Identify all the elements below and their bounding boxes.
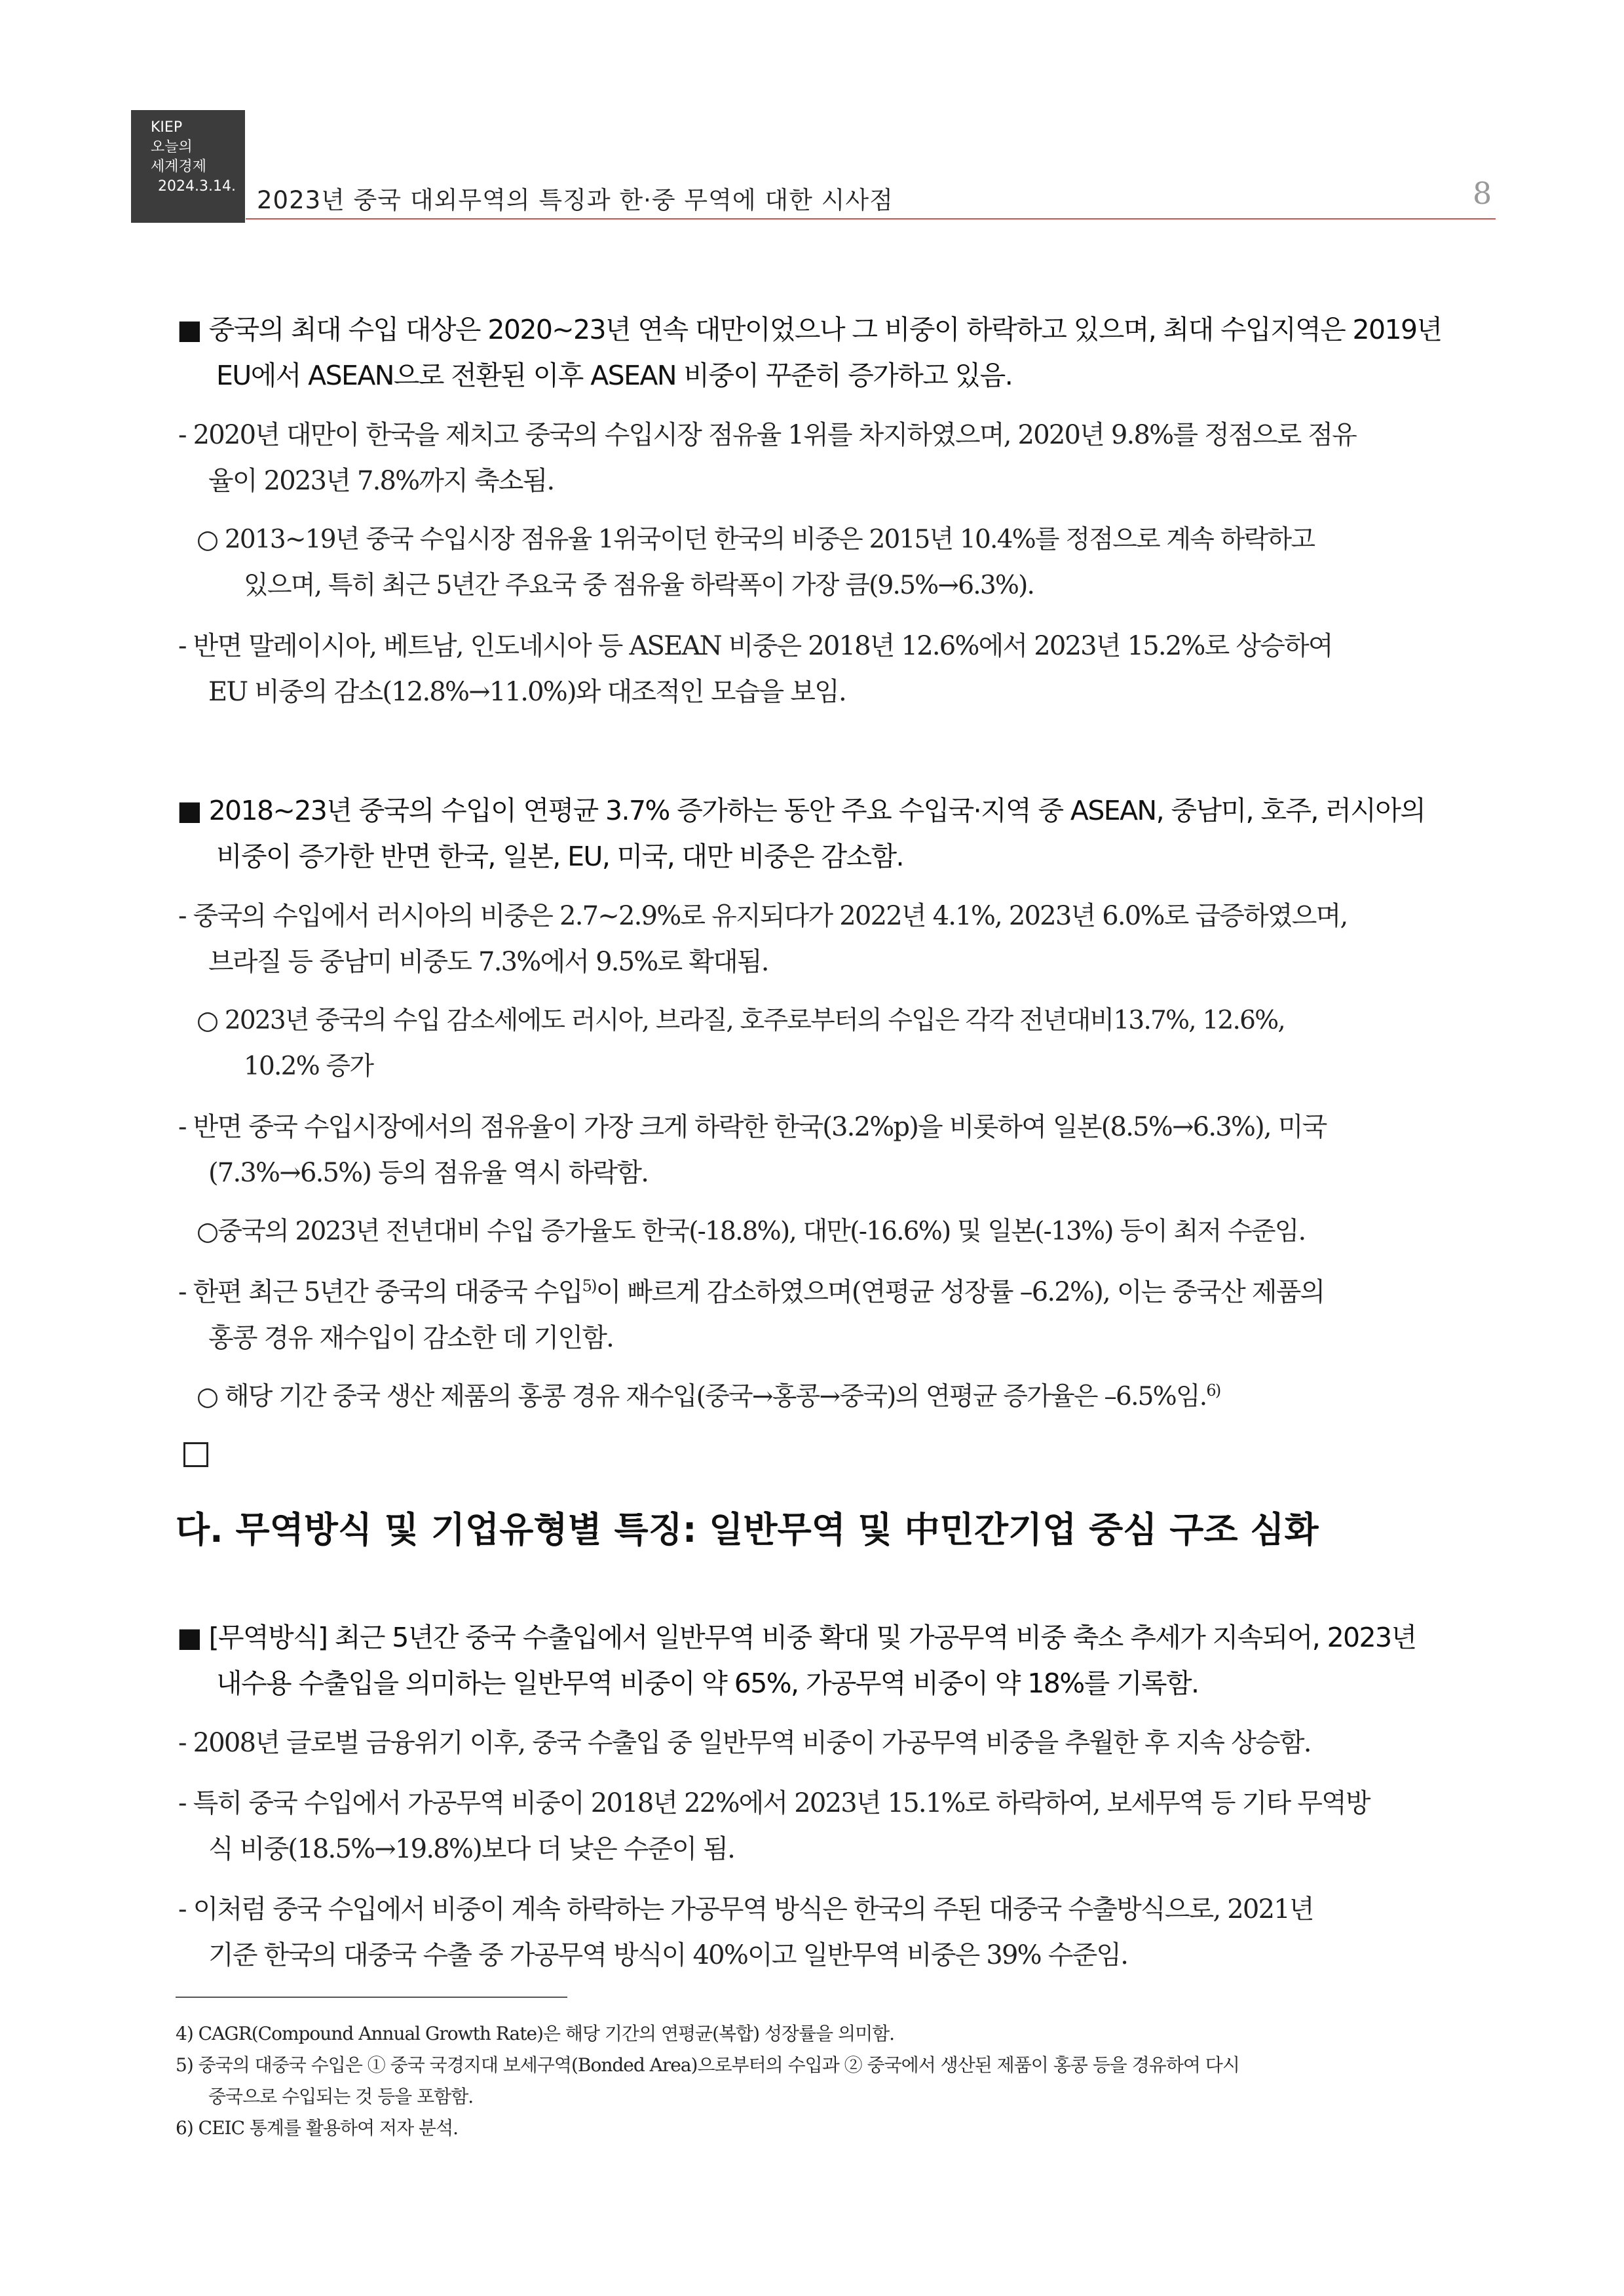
sub-item-4-line-1	[197, 1376, 1220, 1413]
footnote-divider	[176, 1997, 567, 1998]
dash-item-2-line-2: EU 비중의 감소(12.8%→11.0%)와 대조적인 모습을 보임.	[208, 677, 846, 707]
issue-date: 2024.3.14.	[158, 178, 236, 195]
sub-item-2-line-1: ○ 2023년 중국의 수입 감소세에도 러시아, 브라질, 호주로부터의 수입은 각각 전년대비13.7%, 12.6%,	[197, 1006, 1285, 1035]
sub-item-1-line-1: ○ 2013~19년 중국 수입시장 점유율 1위국이던 한국의 비중은 2015년 10.4%를 정점으로 계속 하락하고	[197, 525, 1315, 554]
header-divider	[246, 218, 1496, 220]
sub-item-3-line-1: ○중국의 2023년 전년대비 수입 증가율도 한국(-18.8%), 대만(-16.6%) 및 일본(-13%) 등이 최저 수준임.	[197, 1217, 1306, 1246]
dash-item-7-line-2: 식 비중(18.5%→19.8%)보다 더 낮은 수준이 됨.	[208, 1834, 735, 1864]
dash-item-3-line-2: 브라질 등 중남미 비중도 7.3%에서 9.5%로 확대됨.	[208, 947, 768, 977]
sub-item-4-text: ○ 해당 기간 중국 생산 제품의 홍콩 경유 재수입(중국→홍콩→중국)의 연평균 증가율은 –6.5%임.	[197, 1382, 1207, 1411]
footnote-ref-6[interactable]: 6)	[1206, 1381, 1220, 1400]
section-heading: 다. 무역방식 및 기업유형별 특징: 일반무역 및 中민간기업 중심 구조 심화	[176, 1509, 1319, 1550]
footnote-ref-5[interactable]: 5)	[582, 1276, 596, 1295]
dash-item-5-line-1	[178, 1271, 1324, 1309]
bullet-3-line-1: ■ [무역방식] 최근 5년간 중국 수출입에서 일반무역 비중 확대 및 가공무역 비중 축소 추세가 지속되어, 2023년	[177, 1622, 1416, 1653]
bullet-2-line-2: 비중이 증가한 반면 한국, 일본, EU, 미국, 대만 비중은 감소함.	[216, 841, 903, 872]
dash-item-8-line-1: - 이처럼 중국 수입에서 비중이 계속 하락하는 가공무역 방식은 한국의 주된 대중국 수출방식으로, 2021년	[178, 1894, 1313, 1924]
sub-item-2-line-2: 10.2% 증가	[244, 1052, 373, 1081]
dash-item-2-line-1: - 반면 말레이시아, 베트남, 인도네시아 등 ASEAN 비중은 2018년 12.6%에서 2023년 15.2%로 상승하여	[178, 631, 1332, 661]
dash-item-5-text-b: 이 빠르게 감소하였으며(연평균 성장률 –6.2%), 이는 중국산 제품의	[595, 1277, 1325, 1307]
series-label-1: 오늘의	[151, 139, 193, 155]
dash-item-7-line-1: - 특히 중국 수입에서 가공무역 비중이 2018년 22%에서 2023년 15.1%로 하락하여, 보세무역 등 기타 무역방	[178, 1788, 1370, 1818]
footnote-6: 6) CEIC 통계를 활용하여 저자 분석.	[176, 2117, 459, 2139]
empty-checkbox-glyph	[183, 1442, 208, 1467]
footnote-5-line-1: 5) 중국의 대중국 수입은 ① 중국 국경지대 보세구역(Bonded Area)으로부터의 수입과 ② 중국에서 생산된 제품이 홍콩 등을 경유하여 다시	[176, 2054, 1239, 2076]
org-label: KIEP	[151, 119, 183, 136]
footnote-4: 4) CAGR(Compound Annual Growth Rate)은 해당 기간의 연평균(복합) 성장률을 의미함.	[176, 2023, 895, 2044]
bullet-2-line-1: ■ 2018~23년 중국의 수입이 연평균 3.7% 증가하는 동안 주요 수입국·지역 중 ASEAN, 중남미, 호주, 러시아의	[177, 795, 1426, 826]
dash-item-5-text-a: - 한편 최근 5년간 중국의 대중국 수입	[178, 1277, 582, 1307]
bullet-1-line-2: EU에서 ASEAN으로 전환된 이후 ASEAN 비중이 꾸준히 증가하고 있음.	[216, 360, 1013, 391]
running-title: 2023년 중국 대외무역의 특징과 한·중 무역에 대한 시사점	[257, 186, 894, 214]
dash-item-5-line-2: 홍콩 경유 재수입이 감소한 데 기인함.	[208, 1323, 614, 1353]
dash-item-4-line-1: - 반면 중국 수입시장에서의 점유율이 가장 크게 하락한 한국(3.2%p)을 비롯하여 일본(8.5%→6.3%), 미국	[178, 1112, 1327, 1142]
dash-item-4-line-2: (7.3%→6.5%) 등의 점유율 역시 하락함.	[208, 1158, 649, 1188]
sub-item-1-line-2: 있으며, 특히 최근 5년간 주요국 중 점유율 하락폭이 가장 큼(9.5%→6.3%).	[244, 571, 1034, 600]
dash-item-1-line-2: 율이 2023년 7.8%까지 축소됨.	[208, 466, 554, 496]
footnote-5-line-2: 중국으로 수입되는 것 등을 포함함.	[208, 2086, 474, 2107]
dash-item-3-line-1: - 중국의 수입에서 러시아의 비중은 2.7~2.9%로 유지되다가 2022년 4.1%, 2023년 6.0%로 급증하였으며,	[178, 901, 1348, 931]
bullet-3-line-2: 내수용 수출입을 의미하는 일반무역 비중이 약 65%, 가공무역 비중이 약 18%를 기록함.	[216, 1668, 1199, 1699]
page-number: 8	[1473, 176, 1492, 211]
dash-item-1-line-1: - 2020년 대만이 한국을 제치고 중국의 수입시장 점유율 1위를 차지하였으며, 2020년 9.8%를 정점으로 점유	[178, 420, 1357, 450]
dash-item-8-line-2: 기준 한국의 대중국 수출 중 가공무역 방식이 40%이고 일반무역 비중은 39% 수준임.	[208, 1940, 1128, 1970]
series-label-2: 세계경제	[151, 159, 207, 175]
dash-item-6-line-1: - 2008년 글로벌 금융위기 이후, 중국 수출입 중 일반무역 비중이 가공무역 비중을 추월한 후 지속 상승함.	[178, 1728, 1311, 1758]
publication-badge	[131, 110, 245, 223]
bullet-1-line-1: ■ 중국의 최대 수입 대상은 2020~23년 연속 대만이었으나 그 비중이 하락하고 있으며, 최대 수입지역은 2019년	[177, 314, 1442, 345]
